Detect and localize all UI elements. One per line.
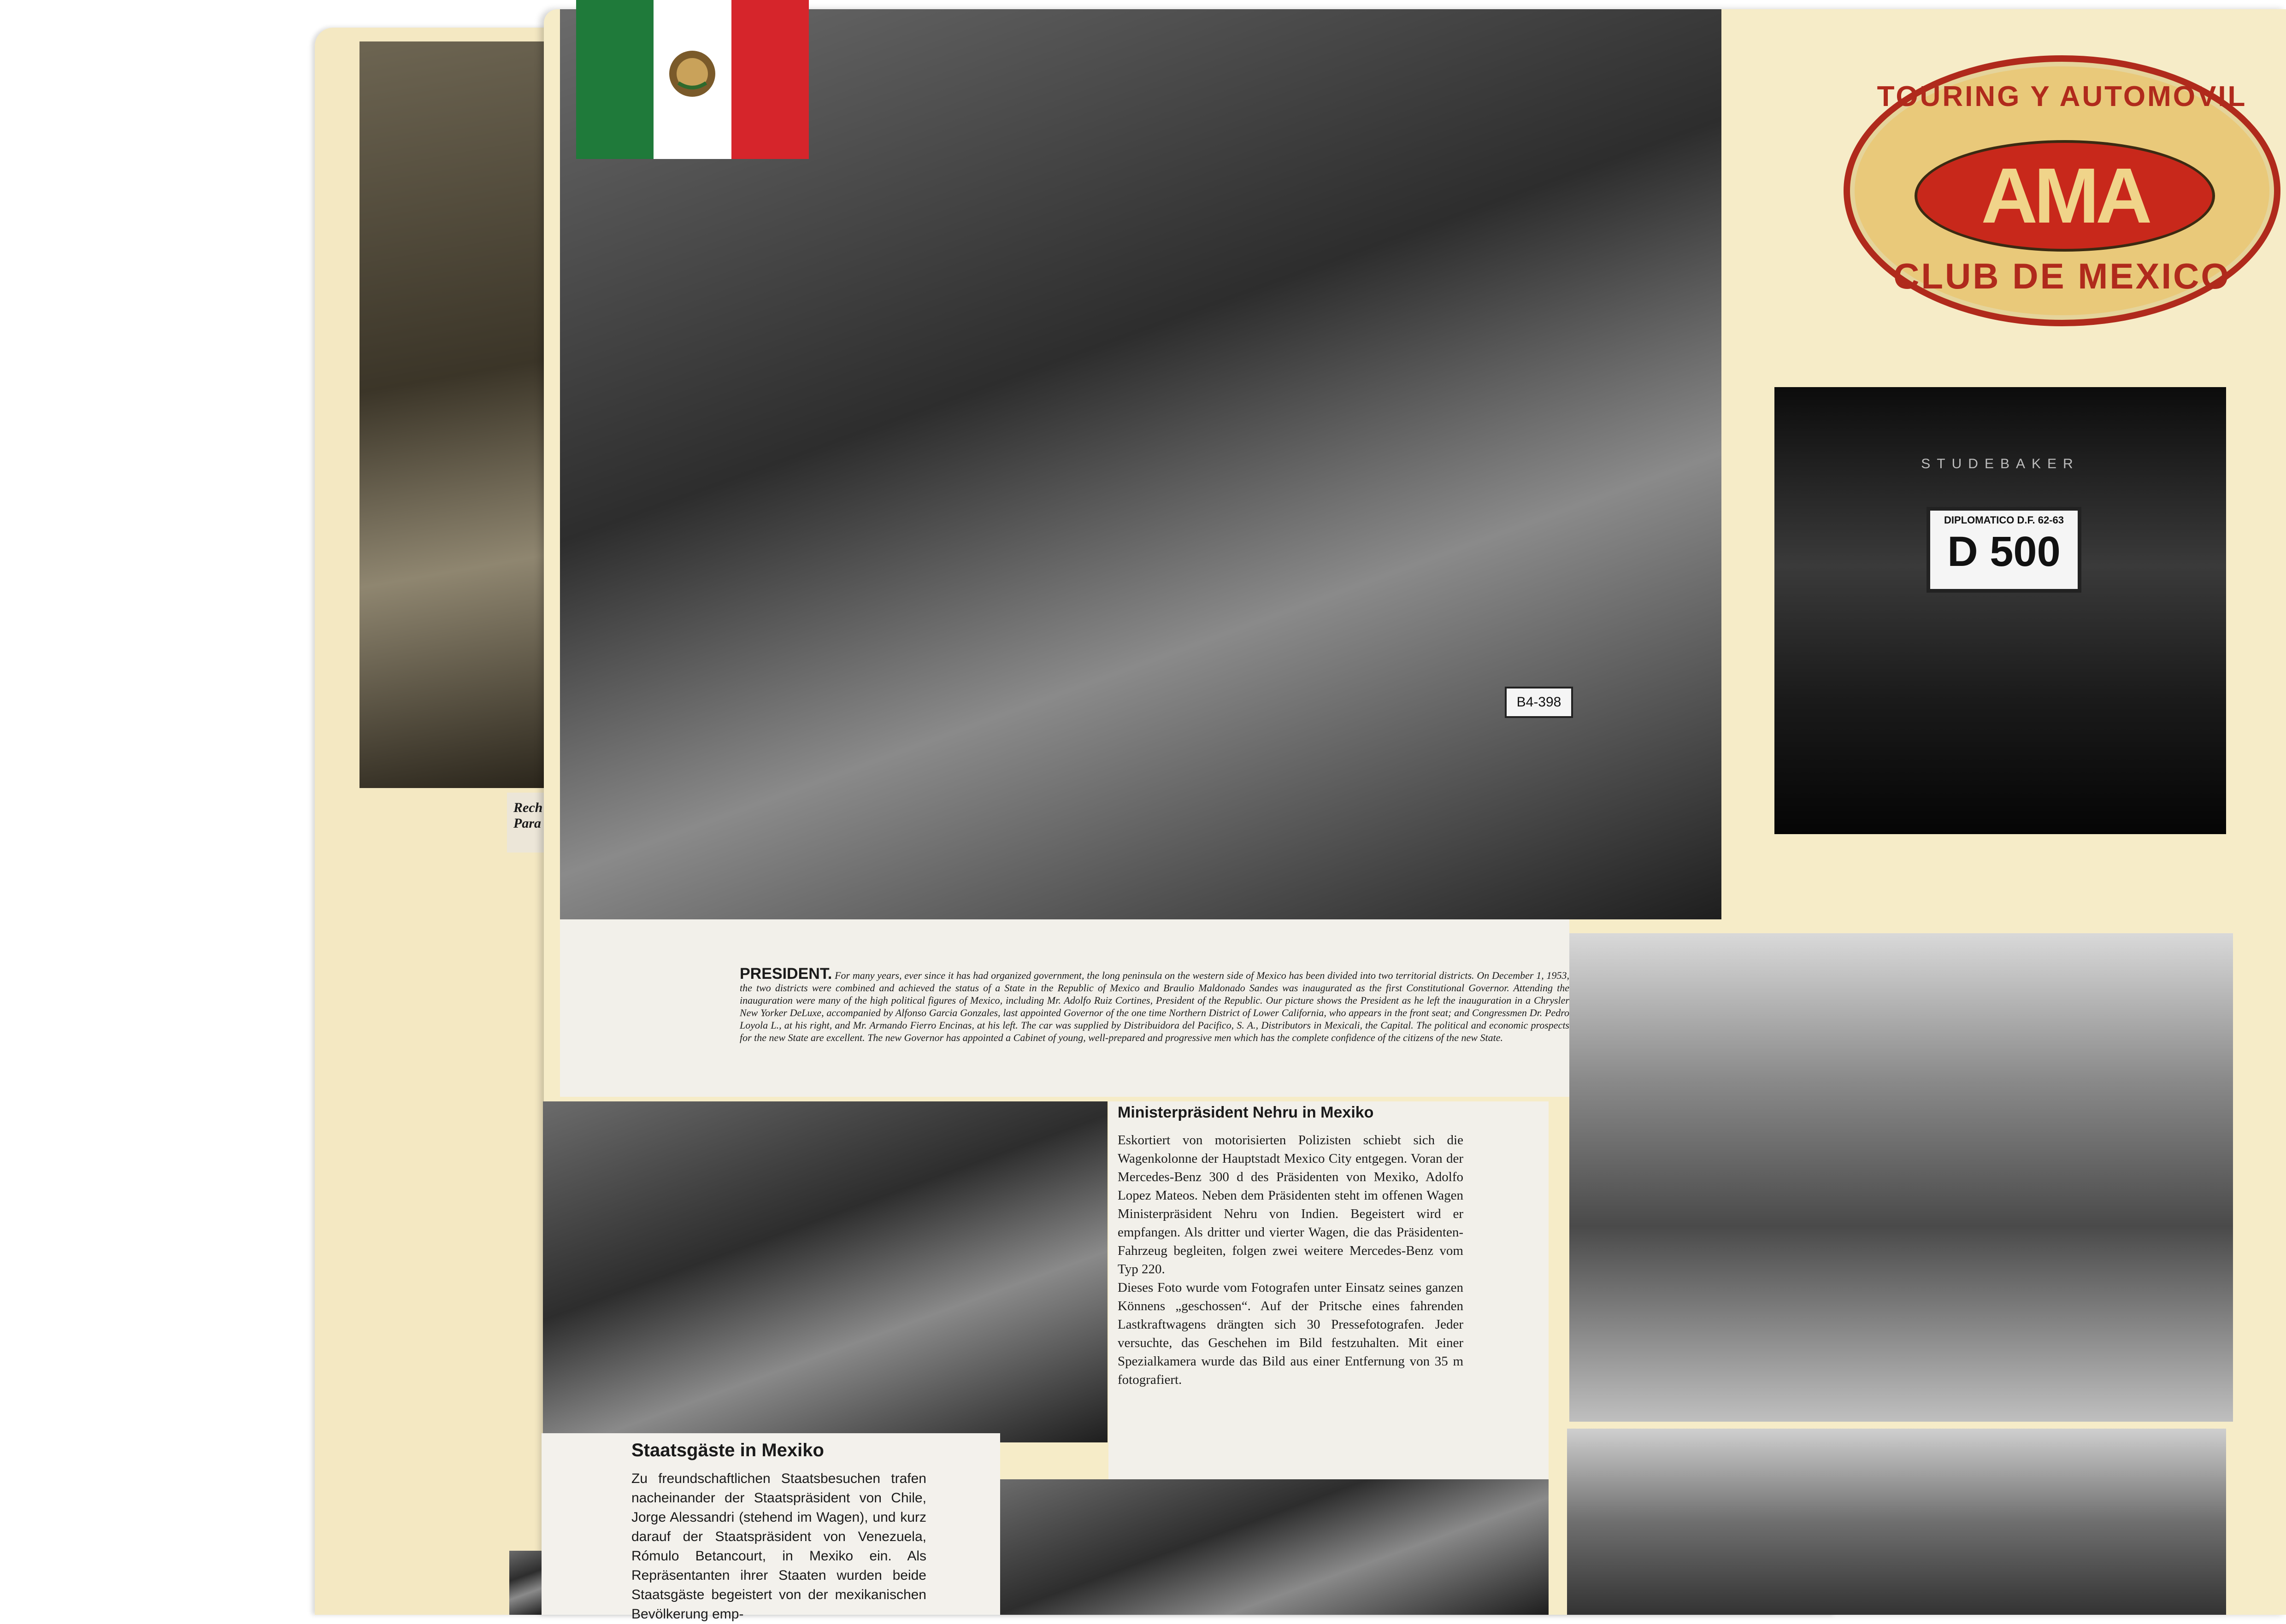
- left-edge-photo-fragment: [509, 1551, 542, 1615]
- badge-top-text: TOURING Y AUTOMOVIL: [1877, 81, 2247, 112]
- staatsgaeste-body: Zu freundschaftlichen Staatsbesuchen trafen nacheinander der Staatspräsident von Chile, Jorge Alessandri (stehend im Wagen), und kurz darauf der Staatspräsident von Venezuela, Rómulo Betancourt, in Mexiko ein. Als Repräsentanten ihrer Staaten wurden beide Staatsgäste begeistert von der mexikanischen Bevölkerung emp-: [631, 1471, 926, 1622]
- eagle-emblem-icon: [665, 46, 720, 101]
- nehru-body: Eskortiert von motorisierten Polizisten schiebt sich die Wagenkolonne der Hauptstadt Mexico City entgegen. Voran der Mercedes-Benz 300 d des Präsidenten von Mexiko, Adolfo Lopez Mateos. Neben dem Präsidenten steht im offenen Wagen Ministerpräsident Nehru von Indien. Begeistert wird er empfangen. Als dritter und vierter Wagen, die das Präsidenten-Fahrzeug begleiten, folgen zwei weitere Mercedes-Benz vom Typ 220.: [1118, 1133, 1463, 1277]
- president-body: For many years, ever since it has had organized government, the long peninsula on the western side of Mexico has been divided into two territorial districts. On December 1, 1953, the two districts were combined and achieved the status of a State in the Republic of Mexico and Braulio Maldonado Sandes was inaugurated as the first Constitutional Governor. Attending the inauguration were many of the high political figures of Mexico, including Mr. Adolfo Ruiz Cortines, President of the Republic. Our picture shows the President as he left the inauguration in a Chrysler New Yorker DeLuxe, accompanied by Alfonso Garcia Gonzales, last appointed Governor of the one time Northern District of Lower California, who appears in the front seat; and Congressmen Dr. Pedro Loyola L., at his right, and Mr. Armando Fierro Encinas, at his left. The car was supplied by Distribuidora del Pacifico, S. A., Distributors in Mexicali, the Capital. The political and economic prospects for the new State are excellent. The new Governor has appointed a Cabinet of young, well-prepared and progressive men which has the complete confidence of the citizens of the new State.: [740, 970, 1570, 1043]
- badge-logo-text: AMA: [1981, 152, 2149, 240]
- staatsgaeste-headline: Staatsgäste in Mexiko: [631, 1440, 824, 1460]
- left-clipping-caption-line: Para: [513, 816, 541, 831]
- diplomatic-plate: [1927, 507, 2081, 593]
- second-parade-photo: [1567, 1429, 2226, 1615]
- mexican-flag: [576, 0, 809, 159]
- flag-stripe-white: [654, 0, 731, 159]
- ama-logo-icon: [1915, 140, 2215, 252]
- plate-top-text: DIPLOMATICO D.F. 62-63: [1944, 514, 2064, 526]
- license-plate-text: B4-398: [1516, 694, 1561, 710]
- jeep-parade-photo: [1569, 933, 2233, 1422]
- ama-badge: [1844, 55, 2280, 326]
- plate-main-text: D 500: [1947, 528, 2061, 575]
- diplomatic-plate-photo: [1774, 387, 2226, 834]
- staatsgaeste-article: [631, 1440, 926, 1624]
- flag-stripe-green: [576, 0, 654, 159]
- nehru-article: [1118, 1104, 1463, 1389]
- nehru-motorcade-photo: [543, 1101, 1108, 1442]
- staatsgaeste-photo: [1000, 1479, 1549, 1615]
- trunk-lettering: STUDEBAKER: [1921, 456, 2080, 471]
- president-headline: PRESIDENT.: [740, 965, 832, 983]
- badge-bottom-text: CLUB DE MEXICO: [1893, 256, 2231, 296]
- nehru-headline: Ministerpräsident Nehru in Mexiko: [1118, 1104, 1374, 1121]
- left-clipping-photo: [359, 41, 553, 788]
- license-plate: [1505, 687, 1573, 718]
- nehru-body-continued: Dieses Foto wurde vom Fotografen unter Einsatz seines ganzen Könnens „geschossen“. Auf der Pritsche eines fahrenden Lastkraftwagens drängten sich 30 Pressefotografen. Jeder versuchte, das Geschehen im Bild festzuhalten. Mit einer Spezialkamera wurde das Bild aus einer Entfernung von 35 m fotografiert.: [1118, 1280, 1463, 1387]
- president-article: [740, 965, 1570, 1044]
- left-clipping-caption-line: Rech: [513, 800, 543, 815]
- flag-stripe-red: [731, 0, 809, 159]
